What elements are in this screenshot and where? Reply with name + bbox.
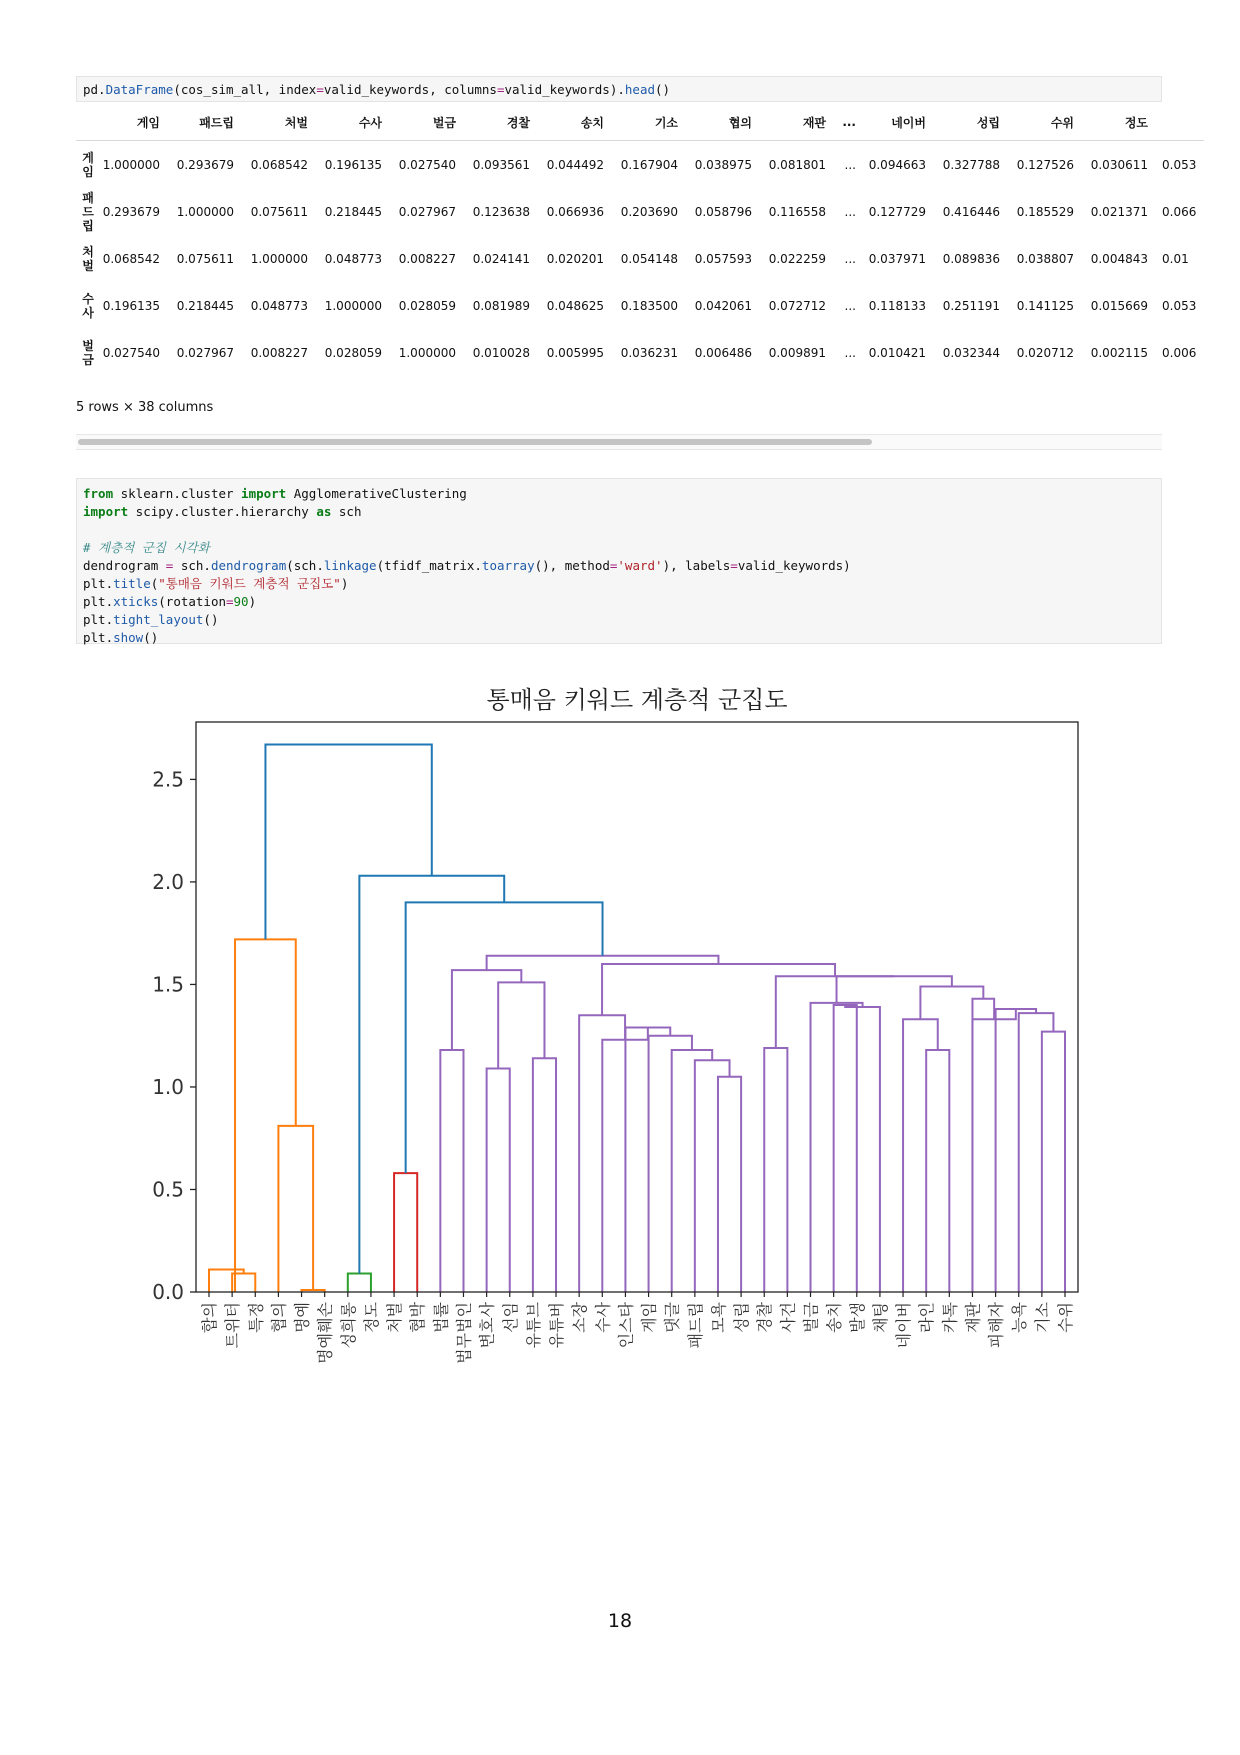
column-header: 협의: [686, 104, 760, 141]
leaf-label: 선임: [500, 1302, 520, 1333]
dataframe-output: [76, 104, 1197, 390]
table-cell: 0.002115: [1090, 345, 1148, 360]
table-row: [76, 141, 1204, 189]
dendrogram-link: [845, 1005, 880, 1292]
table-cell: 0.057593: [694, 251, 752, 266]
leaf-label: 인스타: [616, 1302, 636, 1349]
dendrogram-link: [265, 745, 431, 940]
table-cell: 0.072712: [768, 298, 826, 313]
leaf-label: 특정: [246, 1302, 266, 1333]
table-cell: 0.123638: [472, 204, 530, 219]
leaf-label: 라인: [917, 1302, 937, 1333]
table-cell: 0.183500: [620, 298, 678, 313]
leaf-label: 패드립: [685, 1302, 705, 1349]
dendrogram-link: [602, 964, 835, 1015]
leaf-label: 발생: [847, 1302, 867, 1333]
table-cell: 0.027967: [176, 345, 234, 360]
dendrogram-links: [209, 745, 1065, 1292]
table-cell: 0.032344: [942, 345, 1000, 360]
leaf-label: 소장: [570, 1302, 590, 1333]
column-header: 수위: [1008, 104, 1082, 141]
table-cell: 0.054148: [620, 251, 678, 266]
leaf-label: 경찰: [755, 1302, 775, 1333]
dendrogram-link: [718, 1077, 741, 1292]
table-cell: 0.116558: [768, 204, 826, 219]
leaf-label: 벌금: [801, 1302, 821, 1333]
column-header: [1156, 104, 1204, 141]
leaf-label: 합의: [200, 1302, 219, 1333]
dendrogram-link: [996, 1009, 1036, 1292]
column-header: 기소: [612, 104, 686, 141]
table-cell: 0.010421: [868, 345, 926, 360]
dendrogram-link: [834, 1005, 857, 1292]
column-header: 처벌: [242, 104, 316, 141]
leaf-label: 기소: [1032, 1302, 1052, 1333]
table-cell: 0.021371: [1090, 204, 1148, 219]
table-cell: 0.038975: [694, 157, 752, 172]
row-index-label: 게 임: [82, 150, 94, 179]
y-tick-label: 0.0: [152, 1280, 184, 1304]
table-cell: 0.008227: [398, 251, 456, 266]
leaf-label: 명예훼손: [315, 1302, 335, 1364]
row-index-label: 수 사: [82, 291, 94, 320]
table-cell: ...: [844, 251, 856, 266]
table-cell: 0.048625: [546, 298, 604, 313]
table-row: [76, 282, 1204, 329]
table-cell: 0.093561: [472, 157, 530, 172]
page-number: 18: [607, 1610, 633, 1632]
column-header: 정도: [1082, 104, 1156, 141]
row-index-label: 패 드 립: [82, 190, 94, 233]
table-cell: 0.066936: [546, 204, 604, 219]
leaf-label: 능욕: [1009, 1302, 1029, 1333]
table-cell: 0.081989: [472, 298, 530, 313]
column-header: 네이버: [860, 104, 934, 141]
dendrogram-link: [235, 939, 296, 1292]
table-cell: 0.068542: [250, 157, 308, 172]
table-cell: 0.036231: [620, 345, 678, 360]
table-cell: 0.006486: [694, 345, 752, 360]
table-cell: ...: [844, 345, 856, 360]
table-cell: 0.027540: [102, 345, 160, 360]
dendrogram-link: [533, 1058, 556, 1292]
table-cell: 0.020712: [1016, 345, 1074, 360]
table-cell: 0.068542: [102, 251, 160, 266]
dendrogram-link: [926, 1050, 949, 1292]
table-cell: 0.089836: [942, 251, 1000, 266]
leaf-label: 채팅: [870, 1302, 890, 1333]
table-cell: 0.196135: [324, 157, 382, 172]
table-cell: 0.218445: [176, 298, 234, 313]
table-cell: 0.038807: [1016, 251, 1074, 266]
table-cell: 0.218445: [324, 204, 382, 219]
code-cell-dataframe[interactable]: [76, 76, 1162, 102]
table-cell: 0.127729: [868, 204, 926, 219]
table-cell: 1.000000: [176, 204, 234, 219]
table-cell: 1.000000: [398, 345, 456, 360]
dataframe-shape: 5 rows × 38 columns: [76, 400, 214, 415]
leaf-label: 명예: [292, 1302, 312, 1333]
table-cell: 0.081801: [768, 157, 826, 172]
table-cell: 0.042061: [694, 298, 752, 313]
y-axis: [152, 767, 196, 1304]
leaf-label: 처벌: [385, 1302, 405, 1333]
column-header: 경찰: [464, 104, 538, 141]
column-header: ...: [834, 104, 860, 141]
table-cell: 0.030611: [1090, 157, 1148, 172]
table-cell: 0.293679: [176, 157, 234, 172]
table-cell: 0.118133: [868, 298, 926, 313]
dendrogram-link: [903, 1019, 938, 1292]
table-cell: 0.066: [1162, 204, 1197, 219]
y-tick-label: 2.5: [152, 767, 184, 792]
leaf-label: 사건: [778, 1302, 798, 1333]
dendrogram-link: [406, 902, 603, 1173]
dendrogram-link: [394, 1173, 417, 1292]
table-cell: 0.015669: [1090, 298, 1148, 313]
column-header: 게임: [100, 104, 168, 141]
table-cell: 0.327788: [942, 157, 1000, 172]
table-cell: 0.009891: [768, 345, 826, 360]
code-comment: # 계층적 군집 시각화: [83, 540, 210, 555]
dendrogram-link: [837, 976, 952, 1003]
table-cell: 0.028059: [398, 298, 456, 313]
leaf-label: 모욕: [708, 1302, 728, 1333]
table-cell: 0.024141: [472, 251, 530, 266]
table-cell: 1.000000: [102, 157, 160, 172]
leaf-label: 게임: [639, 1302, 659, 1333]
dendrogram-link: [776, 976, 894, 1048]
leaf-label: 송치: [824, 1302, 844, 1333]
table-header-row: [76, 104, 1204, 141]
table-cell: 0.037971: [868, 251, 926, 266]
table-cell: 0.127526: [1016, 157, 1074, 172]
table-cell: 0.075611: [176, 251, 234, 266]
table-cell: 0.203690: [620, 204, 678, 219]
table-row: [76, 235, 1204, 282]
dendrogram-link: [278, 1126, 313, 1292]
table-cell: ...: [844, 204, 856, 219]
table-cell: 0.010028: [472, 345, 530, 360]
column-header: 재판: [760, 104, 834, 141]
plot-frame: [196, 722, 1078, 1292]
leaf-label: 법률: [431, 1302, 451, 1333]
leaf-label: 변호사: [477, 1302, 497, 1349]
column-header: 송치: [538, 104, 612, 141]
leaf-label: 재판: [963, 1302, 983, 1333]
leaf-label: 수사: [593, 1302, 613, 1333]
table-cell: 0.053: [1162, 298, 1197, 313]
leaf-label: 네이버: [894, 1302, 914, 1349]
dendrogram-link: [487, 1069, 510, 1292]
table-cell: 0.075611: [250, 204, 308, 219]
leaf-label: 트위터: [223, 1302, 243, 1349]
leaf-label: 성희롱: [338, 1302, 358, 1349]
code-line: pd.DataFrame(cos_sim_all, index=valid_keywords, columns=valid_keywords).head(): [83, 82, 671, 97]
dendrogram-link: [972, 1009, 1015, 1292]
table-cell: 1.000000: [324, 298, 382, 313]
scrollbar-thumb[interactable]: [78, 439, 872, 445]
y-tick-label: 2.0: [152, 869, 184, 894]
x-axis: [200, 1292, 1075, 1364]
table-cell: 0.044492: [546, 157, 604, 172]
row-index-label: 벌 금: [82, 338, 94, 367]
dendrogram-link: [359, 876, 504, 1274]
dendrogram-link: [972, 999, 994, 1292]
table-cell: 0.048773: [324, 251, 382, 266]
leaf-label: 댓글: [662, 1302, 682, 1333]
leaf-label: 협박: [408, 1302, 428, 1333]
column-header: 패드립: [168, 104, 242, 141]
leaf-label: 협의: [269, 1302, 289, 1333]
table-row: [76, 329, 1204, 376]
dataframe-table: [76, 104, 1204, 376]
table-cell: 0.141125: [1016, 298, 1074, 313]
table-cell: 0.01: [1162, 251, 1189, 266]
dendrogram-link: [440, 1050, 463, 1292]
table-cell: 0.251191: [942, 298, 1000, 313]
table-cell: 0.185529: [1016, 204, 1074, 219]
dendrogram-link: [1019, 1013, 1054, 1292]
row-index-label: 처 벌: [82, 244, 94, 273]
table-cell: 0.416446: [942, 204, 1000, 219]
table-cell: 0.022259: [768, 251, 826, 266]
leaf-label: 유튜버: [547, 1302, 567, 1349]
column-header: 성립: [934, 104, 1008, 141]
chart-title: 통매음 키워드 계층적 군집도: [486, 686, 788, 714]
table-cell: 0.058796: [694, 204, 752, 219]
y-tick-label: 1.5: [152, 972, 184, 997]
table-cell: 0.006: [1162, 345, 1197, 360]
leaf-label: 카톡: [940, 1302, 960, 1333]
y-tick-label: 0.5: [152, 1177, 184, 1202]
table-cell: 0.167904: [620, 157, 678, 172]
leaf-label: 법무법인: [454, 1302, 474, 1364]
dendrogram-link: [498, 982, 544, 1068]
dendrogram-link: [695, 1060, 730, 1292]
dendrogram-link: [920, 986, 983, 1019]
leaf-label: 정도: [361, 1302, 381, 1333]
code-cell-dendrogram[interactable]: from sklearn.cluster import AgglomerativeClustering import scipy.cluster.hierarchy as sch # 계층적 군집 시각화 dendrogram = sch.dendrogram(sch.linkage(tfidf_matrix.toarray(), method='ward'), labels=valid_keywords) plt.title("통매음 키워드 계층적 군집도") plt.xticks(rotation=90) plt.tight_layout() plt.show(): [76, 478, 1162, 644]
table-cell: 0.027540: [398, 157, 456, 172]
leaf-label: 성립: [732, 1302, 752, 1333]
table-cell: ...: [844, 157, 856, 172]
dendrogram-chart: [120, 670, 1110, 1390]
dendrogram-link: [764, 1048, 787, 1292]
y-tick-label: 1.0: [152, 1074, 184, 1099]
horizontal-scrollbar[interactable]: [76, 434, 1162, 450]
table-cell: 0.005995: [546, 345, 604, 360]
table-row: [76, 188, 1204, 235]
dendrogram-link: [348, 1274, 371, 1292]
leaf-label: 수위: [1056, 1302, 1075, 1333]
column-header: 벌금: [390, 104, 464, 141]
table-cell: ...: [844, 298, 856, 313]
table-cell: 0.028059: [324, 345, 382, 360]
table-cell: 1.000000: [250, 251, 308, 266]
leaf-label: 유튜브: [523, 1302, 543, 1349]
table-cell: 0.020201: [546, 251, 604, 266]
column-header: 수사: [316, 104, 390, 141]
table-cell: 0.027967: [398, 204, 456, 219]
table-cell: 0.293679: [102, 204, 160, 219]
dendrogram-link: [672, 1050, 712, 1292]
table-cell: 0.094663: [868, 157, 926, 172]
table-cell: 0.053: [1162, 157, 1197, 172]
leaf-label: 피해자: [986, 1302, 1006, 1349]
table-cell: 0.048773: [250, 298, 308, 313]
dendrogram-link: [811, 1003, 863, 1292]
index-header: [76, 104, 100, 141]
table-cell: 0.008227: [250, 345, 308, 360]
table-cell: 0.004843: [1090, 251, 1148, 266]
table-cell: 0.196135: [102, 298, 160, 313]
dendrogram-link: [1042, 1032, 1065, 1292]
dendrogram-link: [649, 1036, 692, 1292]
